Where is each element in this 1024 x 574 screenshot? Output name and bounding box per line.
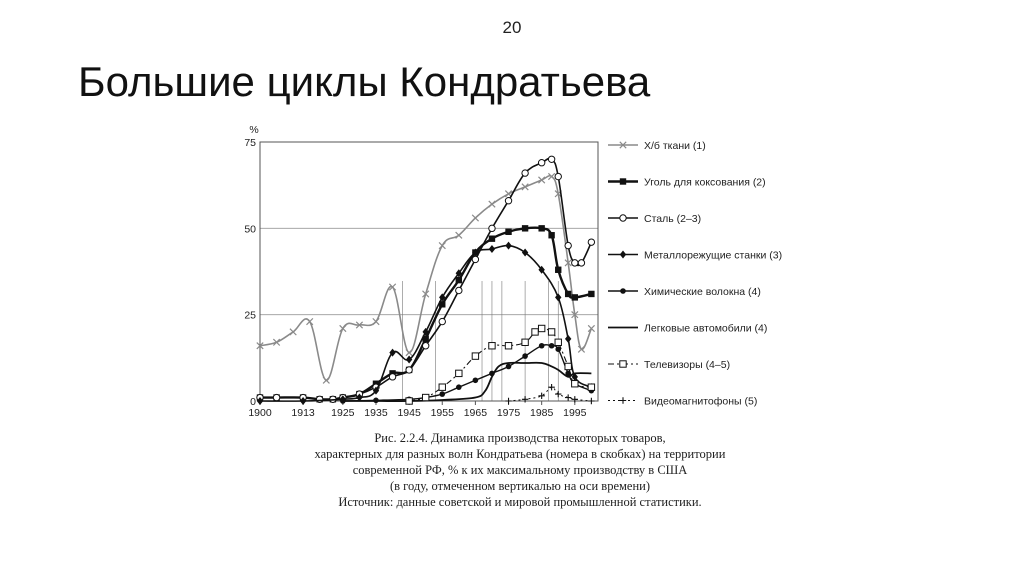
data-point [565,363,571,369]
y-tick-label: 75 [244,137,256,149]
series-2 [257,225,595,402]
data-point [456,277,462,283]
data-point [489,201,495,207]
caption-source: Источник: данные советской и мировой промышленной статистики. [338,495,702,509]
data-point [588,398,594,404]
data-point [578,260,584,266]
data-point [456,287,462,293]
data-point [538,325,544,331]
data-point [555,267,561,273]
data-point [456,370,462,376]
data-point [522,353,528,359]
legend-entry [608,249,782,261]
data-point [588,384,594,390]
legend-label: Металлорежущие станки (3) [644,249,783,262]
data-point [538,225,544,231]
legend-label: Телевизоры (4–5) [644,358,731,371]
data-point [555,293,561,301]
legend-label: Уголь для коксования (2) [644,176,766,189]
data-point [565,394,571,400]
x-tick-label: 1945 [397,407,421,418]
data-point [548,156,554,162]
data-point [588,239,594,245]
x-tick-label: 1935 [364,407,388,418]
data-point [565,242,571,248]
data-point [588,325,594,331]
data-point [472,256,478,262]
data-point [489,235,495,241]
data-point [472,353,478,359]
data-point [422,394,428,400]
data-point [406,398,412,404]
caption-line-3: современной РФ, % к их максимальному производству в США [352,463,688,477]
data-point [522,184,528,190]
data-point [538,393,544,399]
legend-marker [620,397,626,403]
data-point [565,291,571,297]
data-point [439,384,445,390]
series-line [260,176,591,381]
legend-entry [608,286,761,298]
data-point [489,225,495,231]
x-tick-label: 1995 [563,407,587,418]
data-point [505,398,511,404]
data-point [456,384,462,390]
legend-entry [608,322,767,334]
legend-entry [608,140,706,152]
caption-line-4: (в году, отмеченном вертикалью на оси времени) [389,479,650,493]
data-point [538,160,544,166]
kondratiev-chart [230,118,830,418]
data-point [439,391,445,397]
data-point [439,318,445,324]
legend-marker [620,251,626,259]
data-point [522,396,528,402]
slide-number: 20 [502,18,522,37]
x-tick-label: 1925 [331,407,355,418]
data-point [532,329,538,335]
y-axis-label: % [249,124,259,136]
y-tick-label: 0 [250,396,256,408]
data-point [422,343,428,349]
data-point [505,343,511,349]
x-tick-label: 1955 [430,407,454,418]
series-1 [257,173,595,383]
caption-line-2: характерных для разных волн Кондратьева (номера в скобках) на территории [314,447,726,461]
data-point [572,260,578,266]
data-point [538,177,544,183]
series-line [260,228,591,400]
data-point [489,245,495,253]
plot-frame [260,142,598,401]
data-point [522,170,528,176]
series-5 [340,343,594,404]
legend-marker [620,215,626,221]
data-point [548,329,554,335]
data-point [548,232,554,238]
x-tick-label: 1913 [291,407,315,418]
legend-label: Видеомагнитофоны (5) [644,395,758,408]
data-point [505,198,511,204]
series-3 [257,156,595,402]
legend-label: Х/б ткани (1) [644,139,706,152]
legend-marker [620,178,626,184]
data-point [539,343,545,349]
data-point [406,349,412,355]
data-point [389,374,395,380]
data-point [373,318,379,324]
data-point [549,343,555,349]
legend-label: Легковые автомобили (4) [644,322,768,335]
data-point [406,367,412,373]
data-point [273,394,279,400]
data-point [307,318,313,324]
data-point [316,396,322,402]
data-point [555,173,561,179]
legend-label: Химические волокна (4) [644,285,761,298]
slide-title: Большие циклы Кондратьева [78,58,651,105]
x-tick-label: 1900 [248,407,272,418]
data-point [548,384,554,390]
legend-marker [620,361,626,367]
legend-entry [608,176,766,188]
data-point [340,325,346,331]
data-point [439,242,445,248]
legend-entry [608,359,730,371]
y-tick-label: 50 [244,223,256,236]
x-tick-label: 1975 [496,407,521,418]
y-tick-label: 25 [244,309,256,322]
data-point [506,364,512,370]
data-point [323,377,329,383]
data-point [473,377,479,383]
data-point [505,242,511,250]
data-point [572,381,578,387]
data-point [572,294,578,300]
caption-line-1: Рис. 2.2.4. Динамика производства некоторых товаров, [374,431,666,445]
series-line [343,345,592,401]
data-point [588,291,594,297]
x-tick-label: 1985 [529,407,554,418]
figure-caption [250,430,790,510]
legend-label: Сталь (2–3) [644,212,702,225]
legend-entry [608,395,757,407]
data-point [505,229,511,235]
data-point [522,225,528,231]
data-point [489,343,495,349]
data-point [290,329,296,335]
x-tick-label: 1965 [463,407,488,418]
data-point [555,339,561,345]
data-point [572,396,578,402]
data-point [522,249,528,257]
legend-marker [620,288,626,294]
legend-entry [608,213,701,225]
data-point [522,339,528,345]
series-line [509,387,592,401]
data-point [472,215,478,221]
data-point [555,391,561,397]
data-point [456,232,462,238]
data-point [565,335,571,343]
